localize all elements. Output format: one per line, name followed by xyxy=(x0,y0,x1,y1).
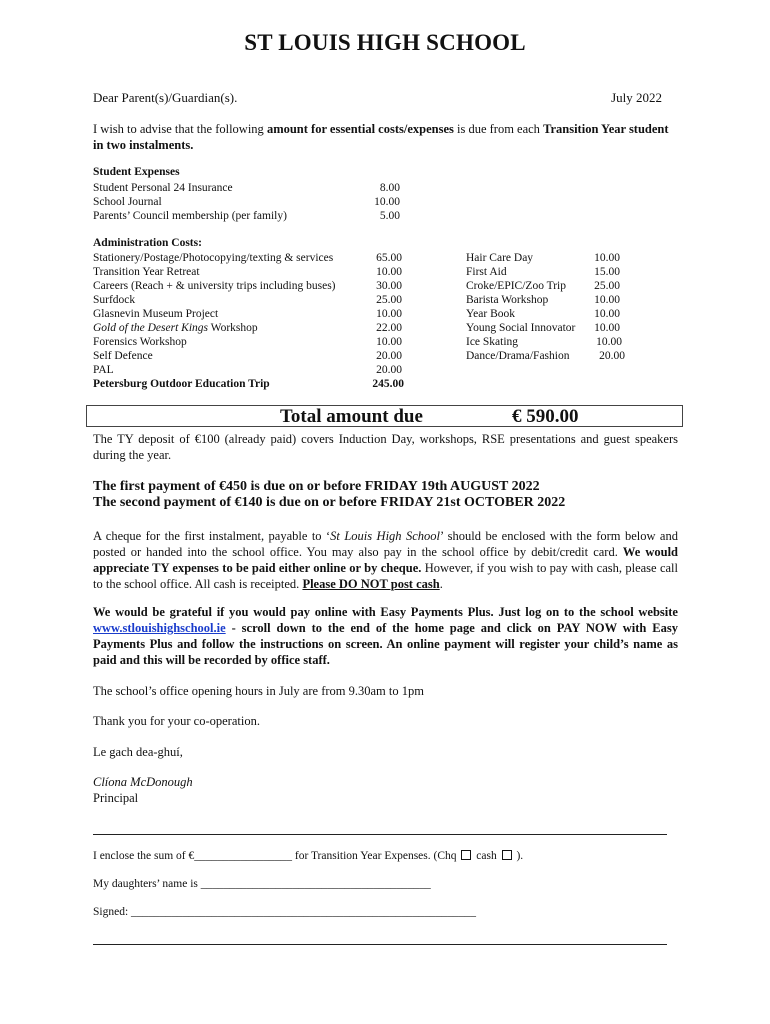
expense-label: Parents’ Council membership (per family) xyxy=(93,210,287,222)
enclose-text-3: ). xyxy=(513,850,524,862)
admin-cost-amount: 20.00 xyxy=(376,364,402,376)
intro-paragraph xyxy=(93,121,673,153)
expense-label: Student Personal 24 Insurance xyxy=(93,182,233,194)
admin-cost-label: First Aid xyxy=(466,266,507,278)
school-name-italic: St Louis High School xyxy=(330,529,440,543)
no-cash-warning: Please DO NOT post cash xyxy=(302,577,440,591)
thanks-line: Thank you for your co-operation. xyxy=(93,714,260,728)
tear-off-line xyxy=(93,834,667,835)
admin-cost-label: Ice Skating xyxy=(466,336,519,348)
letter-date: July 2022 xyxy=(611,90,662,105)
deposit-paragraph: The TY deposit of €100 (already paid) covers Induction Day, workshops, RSE presentations and guest speakers during the year. xyxy=(93,432,678,462)
enclose-text-1: I enclose the sum of €_________________ for Transition Year Expenses. (Chq xyxy=(93,850,460,862)
workshop-title-italic: Gold of the Desert Kings xyxy=(93,322,208,334)
cheque-checkbox[interactable] xyxy=(461,850,471,860)
admin-cost-amount: 10.00 xyxy=(596,336,622,348)
admin-cost-amount: 245.00 xyxy=(372,378,404,390)
admin-cost-amount: 20.00 xyxy=(376,350,402,362)
document-title: ST LOUIS HIGH SCHOOL xyxy=(244,30,526,55)
total-value: € 590.00 xyxy=(512,406,579,427)
admin-cost-label: Careers (Reach + & university trips including buses) xyxy=(93,280,336,292)
cheque-text-4: However, if you wish to pay with cash, please call to the school office. All cash is receipted. xyxy=(93,561,678,591)
school-website-link[interactable]: www.stlouishighschool.ie xyxy=(93,621,226,635)
admin-cost-amount: 10.00 xyxy=(594,294,620,306)
admin-cost-label: Barista Workshop xyxy=(466,294,549,306)
admin-costs-heading: Administration Costs: xyxy=(93,237,202,249)
admin-cost-label: Young Social Innovator xyxy=(466,322,576,334)
admin-cost-amount: 15.00 xyxy=(594,266,620,278)
admin-cost-amount: 22.00 xyxy=(376,322,402,334)
online-payment-paragraph xyxy=(93,604,678,668)
workshop-title-rest: Workshop xyxy=(208,322,258,334)
admin-cost-amount: 25.00 xyxy=(594,280,620,292)
admin-cost-label: Dance/Drama/Fashion xyxy=(466,350,570,362)
online-text-2: - scroll down to the end of the home page and click on PAY NOW with Easy Payments Plus and follow the instructions on screen. An online payment will register your child’s name as paid and this will be recorded by office staff. xyxy=(93,621,678,667)
admin-cost-amount: 30.00 xyxy=(376,280,402,292)
admin-cost-label: Self Defence xyxy=(93,350,153,362)
total-label: Total amount due xyxy=(280,406,423,427)
admin-cost-amount: 10.00 xyxy=(376,308,402,320)
signoff-line: Le gach dea-ghuí, xyxy=(93,745,183,759)
intro-text-1: I wish to advise that the following xyxy=(93,122,267,136)
cheque-text-1: A cheque for the first instalment, payable to ‘ xyxy=(93,529,331,543)
online-text-1: We would be grateful if you would pay online with Easy Payments Plus. Just log on to the school website xyxy=(93,605,678,619)
admin-cost-label: Hair Care Day xyxy=(466,252,534,264)
admin-cost-amount: 10.00 xyxy=(376,266,402,278)
admin-cost-label: Stationery/Postage/Photocopying/texting & services xyxy=(93,252,334,264)
enclose-sum-line xyxy=(93,850,523,862)
cheque-paragraph: A cheque for the first instalment, payable to ‘St Louis High School’ should be enclosed with the form below and posted or handed into the school office. You may also pay in the school office by debit/credit card. We would appreciate TY expenses to be paid either online or by cheque. However, if you wish to pay with cash, please call to the school office. All cash is receipted. Please DO NOT post cash. xyxy=(93,529,678,591)
cheque-text-2: ’ should be enclosed with the form below and posted or handed into the school office. You may also pay in the school office by debit/credit card. xyxy=(93,529,678,559)
bottom-line xyxy=(93,944,667,945)
admin-cost-label: Petersburg Outdoor Education Trip xyxy=(93,378,270,390)
admin-cost-label xyxy=(93,321,258,335)
admin-cost-label: Year Book xyxy=(466,308,515,320)
admin-cost-amount: 10.00 xyxy=(594,322,620,334)
expense-amount: 10.00 xyxy=(374,196,400,208)
admin-cost-amount: 10.00 xyxy=(594,308,620,320)
admin-cost-amount: 65.00 xyxy=(376,252,402,264)
expense-amount: 8.00 xyxy=(379,182,400,194)
intro-bold-2: Transition Year student in two instalments. xyxy=(93,122,669,152)
admin-cost-label: Croke/EPIC/Zoo Trip xyxy=(466,280,567,292)
office-hours: The school’s office opening hours in July are from 9.30am to 1pm xyxy=(93,684,424,698)
admin-cost-label: Surfdock xyxy=(93,294,136,306)
first-payment-notice: The first payment of €450 is due on or before FRIDAY 19th AUGUST 2022 xyxy=(93,479,540,494)
admin-cost-label: Glasnevin Museum Project xyxy=(93,308,219,320)
admin-cost-amount: 25.00 xyxy=(376,294,402,306)
signature-name: Clíona McDonough xyxy=(93,775,193,789)
admin-cost-label: Transition Year Retreat xyxy=(93,266,200,278)
expense-label: School Journal xyxy=(93,196,162,208)
admin-cost-label: Forensics Workshop xyxy=(93,336,187,348)
admin-cost-amount: 10.00 xyxy=(376,336,402,348)
enclose-text-2: cash xyxy=(473,850,500,862)
student-expenses-heading: Student Expenses xyxy=(93,166,180,178)
cheque-bold-text: We would appreciate TY expenses to be paid either online or by cheque. xyxy=(93,545,678,575)
daughter-name-line[interactable]: My daughters’ name is ________________________________________ xyxy=(93,878,431,890)
admin-cost-amount: 10.00 xyxy=(594,252,620,264)
second-payment-notice: The second payment of €140 is due on or before FRIDAY 21st OCTOBER 2022 xyxy=(93,495,566,510)
admin-cost-amount: 20.00 xyxy=(599,350,625,362)
expense-amount: 5.00 xyxy=(379,210,400,222)
greeting: Dear Parent(s)/Guardian(s). xyxy=(93,90,238,105)
signature-title: Principal xyxy=(93,791,139,805)
signed-line[interactable]: Signed: ____________________________________________________________ xyxy=(93,906,477,918)
intro-bold-1: amount for essential costs/expenses xyxy=(266,122,454,136)
cash-checkbox[interactable] xyxy=(502,850,512,860)
intro-text-2: is due from each xyxy=(453,122,544,136)
admin-cost-label: PAL xyxy=(93,364,114,376)
